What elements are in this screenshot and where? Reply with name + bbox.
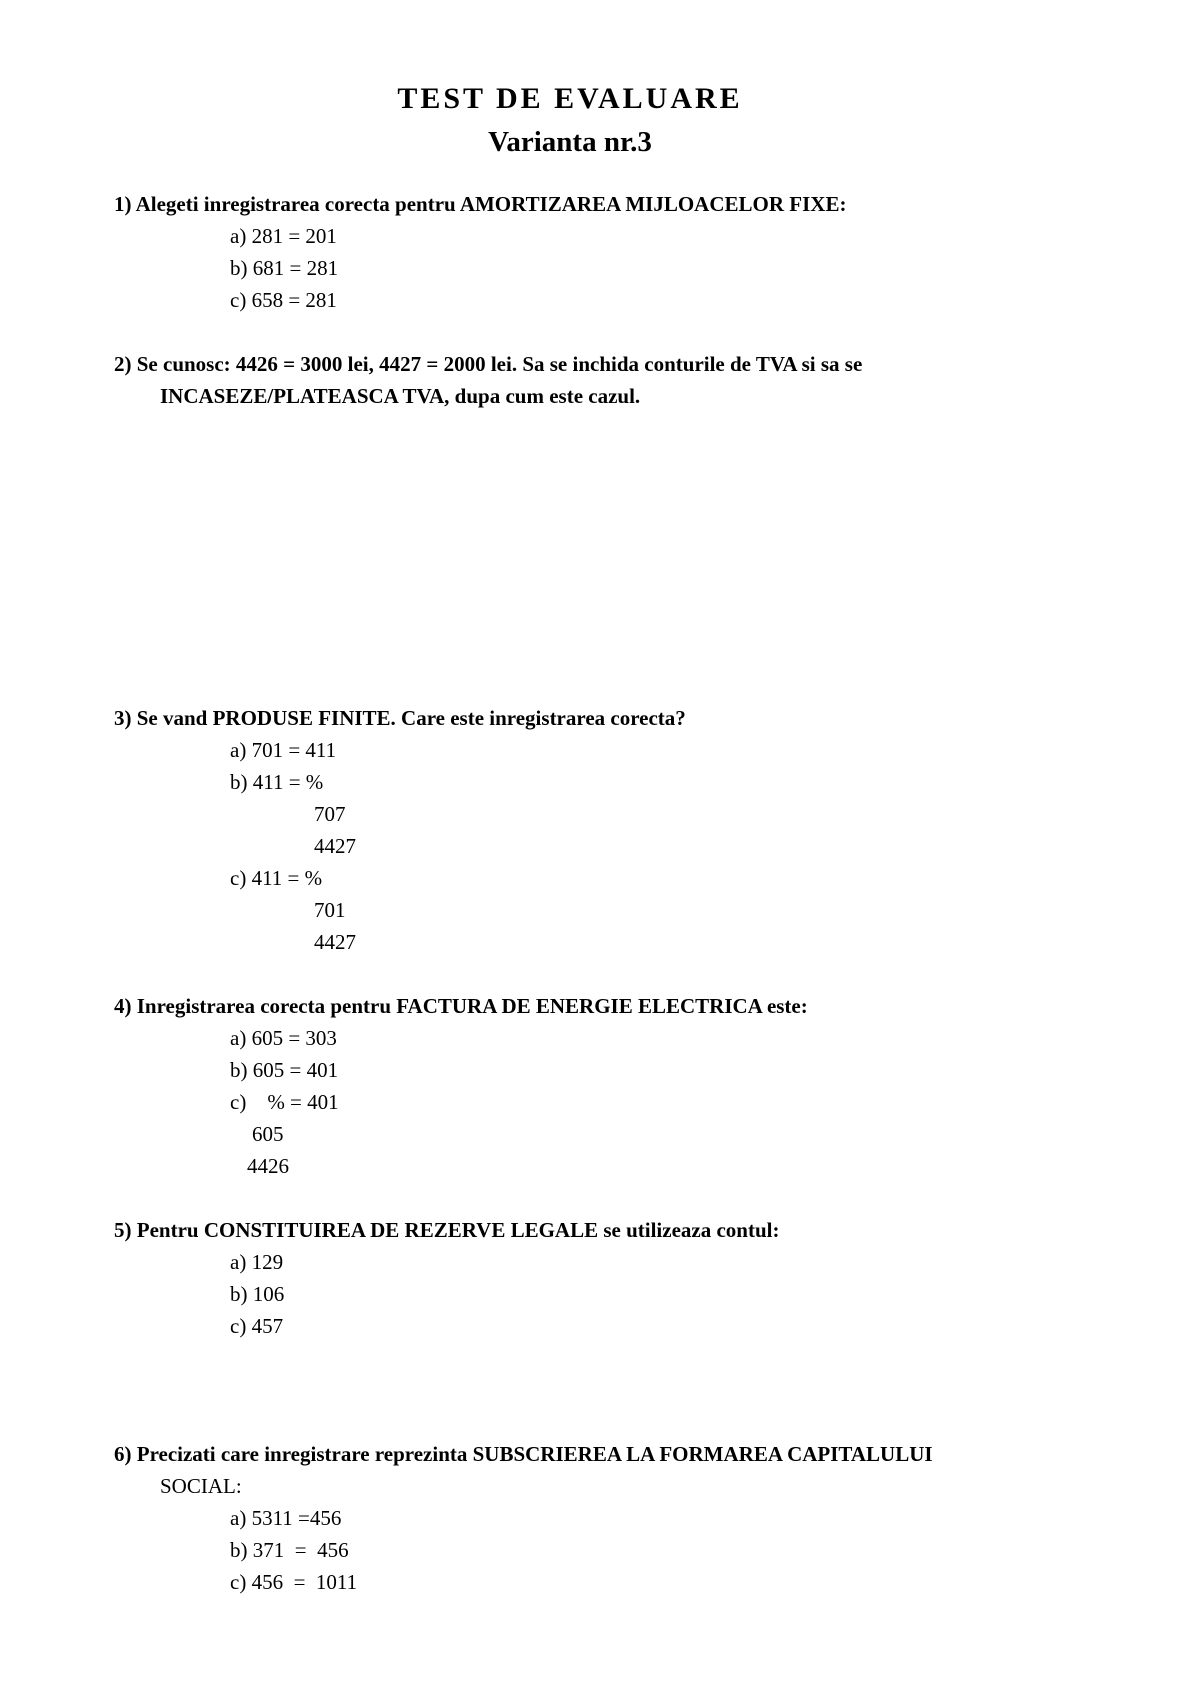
question-5-option-c: c) 457 (230, 1314, 284, 1338)
question-4-option-c-account-2: 4426 (247, 1154, 289, 1178)
question-5-option-b: b) 106 (230, 1282, 285, 1306)
question-6-option-a: a) 5311 =456 (230, 1506, 342, 1530)
question-1-option-a: a) 281 = 201 (230, 224, 337, 248)
question-5-text: 5) Pentru CONSTITUIREA DE REZERVE LEGALE se utilizeaza contul: (114, 1218, 780, 1242)
question-4-option-c: c) % = 401 (230, 1090, 339, 1114)
page-title: TEST DE EVALUARE (397, 82, 743, 115)
question-1-option-c: c) 658 = 281 (230, 288, 337, 312)
question-1-option-b: b) 681 = 281 (230, 256, 339, 280)
question-2-text: 2) Se cunosc: 4426 = 3000 lei, 4427 = 2000 lei. Sa se inchida conturile de TVA si sa se (114, 352, 863, 376)
question-3-text: 3) Se vand PRODUSE FINITE. Care este inregistrarea corecta? (114, 706, 686, 730)
question-5-option-a: a) 129 (230, 1250, 284, 1274)
question-6-option-b: b) 371 = 456 (230, 1538, 349, 1562)
question-1-text: 1) Alegeti inregistrarea corecta pentru AMORTIZAREA MIJLOACELOR FIXE: (114, 192, 847, 216)
question-3-option-b-account-2: 4427 (314, 834, 356, 858)
question-4-option-c-account-1: 605 (252, 1122, 284, 1146)
question-3-option-c: c) 411 = % (230, 866, 323, 890)
question-3-option-c-account-2: 4427 (314, 930, 356, 954)
question-3-option-c-account-1: 701 (314, 898, 346, 922)
question-6-text: 6) Precizati care inregistrare reprezinta SUBSCRIEREA LA FORMAREA CAPITALULUI (114, 1442, 933, 1466)
question-4-option-a: a) 605 = 303 (230, 1026, 337, 1050)
question-3-option-a: a) 701 = 411 (230, 738, 337, 762)
question-3-option-b-account-1: 707 (314, 802, 346, 826)
page-subtitle: Varianta nr.3 (488, 126, 652, 158)
question-2-text-continuation: INCASEZE/PLATEASCA TVA, dupa cum este cazul. (160, 384, 641, 408)
question-4-option-b: b) 605 = 401 (230, 1058, 339, 1082)
question-6-option-c: c) 456 = 1011 (230, 1570, 358, 1594)
question-3-option-b: b) 411 = % (230, 770, 324, 794)
question-6-text-continuation: SOCIAL: (160, 1474, 242, 1498)
question-2-answer-space (114, 416, 1094, 696)
question-4-text: 4) Inregistrarea corecta pentru FACTURA DE ENERGIE ELECTRICA este: (114, 994, 808, 1018)
